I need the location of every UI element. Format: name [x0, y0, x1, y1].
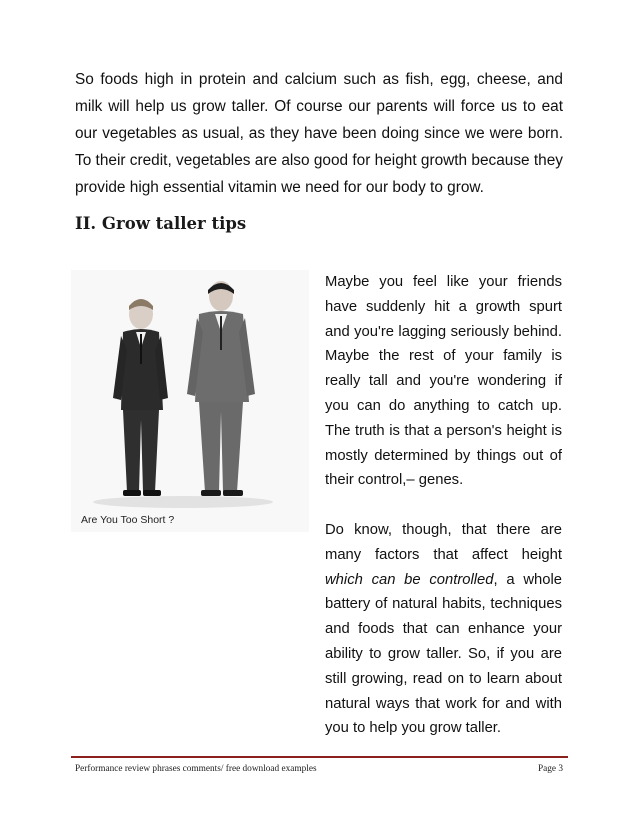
side-paragraph-2-emphasis: which can be controlled — [325, 571, 494, 588]
photo-illustration — [71, 270, 309, 532]
side-paragraph-2-after: , a whole battery of natural habits, techniques and foods that can enhance your ability to grow taller. So, if you are still growing, read on to learn about natural ways that work for and with you to help you grow taller. — [325, 571, 562, 737]
side-paragraph-2-before: Do know, though, that there are many factors that affect height — [325, 521, 562, 563]
footer-page-number: Page 3 — [537, 764, 563, 774]
side-column — [325, 270, 562, 741]
photo-caption: Are You Too Short ? — [81, 514, 175, 526]
side-paragraph-1: Maybe you feel like your friends have suddenly hit a growth spurt and you're lagging seriously behind. Maybe the rest of your family is really tall and you're wondering if you can do anything to catch up. The truth is that a person's height is mostly determined by things out of their control,– genes. — [325, 274, 562, 489]
intro-paragraph: So foods high in protein and calcium such as fish, egg, cheese, and milk will help us grow taller. Of course our parents will force us to eat our vegetables as usual, as they have been doing since we were born. To their credit, vegetables are also good for height growth because they provide high essential vitamin we need for our body to grow. — [75, 71, 563, 196]
footer-left-text: Performance review phrases comments/ free download examples — [75, 764, 317, 774]
two-men-in-suits-photo — [71, 270, 309, 532]
side-paragraph-2 — [325, 518, 562, 741]
section-heading: II. Grow taller tips — [75, 214, 247, 233]
footer-divider — [71, 756, 568, 758]
